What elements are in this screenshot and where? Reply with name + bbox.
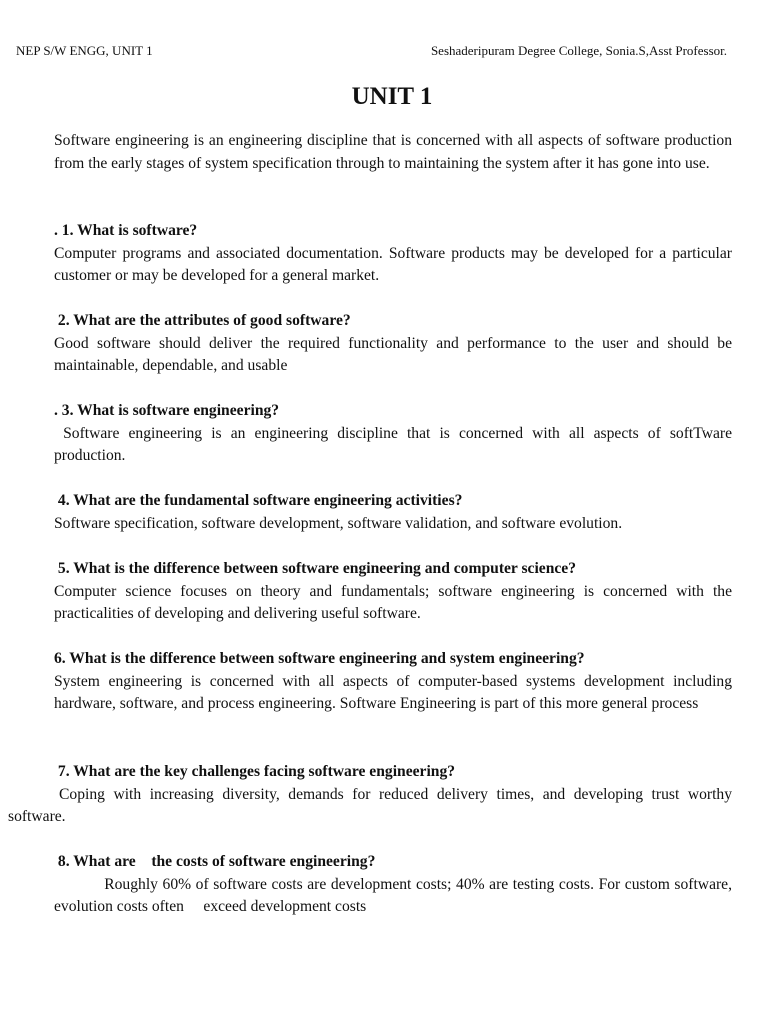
qa-section-5 [54, 558, 736, 626]
question-8: 8. What are the costs of software engineering? [54, 853, 376, 870]
question-7: 7. What are the key challenges facing software engineering? [54, 763, 456, 780]
question-2: 2. What are the attributes of good software? [54, 312, 351, 329]
qa-section-7 [8, 761, 736, 829]
answer-1: Computer programs and associated documentation. Software products may be developed for a particular customer or may be developed for a general market. [54, 244, 736, 285]
answer-6: System engineering is concerned with all aspects of computer-based systems development including hardware, software, and process engineering. Software Engineering is part of this more general process [54, 672, 736, 713]
question-1: . 1. What is software? [54, 222, 198, 239]
page-title: UNIT 1 [351, 83, 433, 110]
answer-5: Computer science focuses on theory and fundamentals; software engineering is concerned with the practicalities of developing and delivering useful software. [54, 582, 736, 623]
answer-8: Roughly 60% of software costs are development costs; 40% are testing costs. For custom software, evolution costs often exceed development costs [54, 875, 736, 916]
qa-section-8 [54, 851, 736, 919]
qa-section-4 [54, 490, 732, 535]
question-5: 5. What is the difference between software engineering and computer science? [54, 560, 577, 577]
answer-2: Good software should deliver the required functionality and performance to the user and should be maintainable, dependable, and usable [54, 334, 736, 375]
intro-paragraph: Software engineering is an engineering discipline that is concerned with all aspects of software production from the early stages of system specification through to maintaining the system after it has gone into use. [54, 132, 732, 172]
qa-section-6 [54, 648, 736, 716]
qa-section-2 [54, 310, 736, 378]
qa-section-1 [54, 220, 736, 288]
question-3: . 3. What is software engineering? [54, 402, 280, 419]
answer-3: Software engineering is an engineering discipline that is concerned with all aspects of softTware production. [54, 424, 736, 465]
answer-4: Software specification, software development, software validation, and software evolution. [54, 514, 623, 532]
header-left: NEP S/W ENGG, UNIT 1 [16, 43, 153, 58]
qa-section-3 [54, 400, 736, 468]
header-right: Seshaderipuram Degree College, Sonia.S,Asst Professor. [430, 43, 727, 58]
answer-7: Coping with increasing diversity, demands for reduced delivery times, and developing trust worthy software. [8, 785, 736, 826]
question-4: 4. What are the fundamental software engineering activities? [54, 492, 463, 509]
question-6: 6. What is the difference between software engineering and system engineering? [54, 650, 585, 667]
